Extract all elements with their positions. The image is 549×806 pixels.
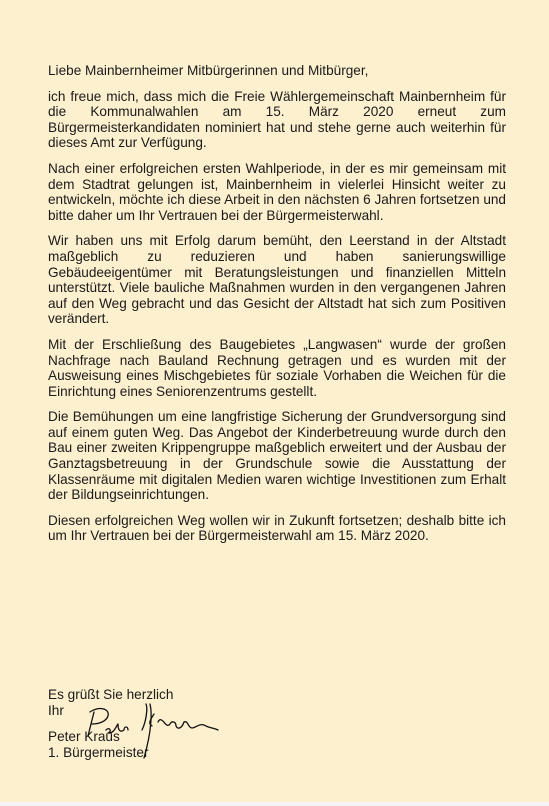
closing-greeting: Es grüßt Sie herzlich: [48, 687, 174, 702]
signatory-name: Peter Kraus: [48, 728, 120, 744]
paragraph-4: Mit der Erschließung des Baugebietes „Langwasen“ wurde der großen Nachfrage nach Bauland Rechnung getragen und es wurden mit der Ausweisung eines Mischgebietes für soziale Vorhaben die Weichen für die Einrichtung eines Seniorenzentrums gestellt.: [48, 336, 506, 399]
paragraph-3: Wir haben uns mit Erfolg darum bemüht, den Leerstand in der Altstadt maßgeblich zu reduzieren und haben sanierungswillige Gebäudeeigentümer mit Beratungsleistungen und finanziellen Mitteln unterstützt. Viele bauliche Maßnahmen wurden in den vergangenen Jahren auf den Weg gebracht und das Gesicht der Altstadt hat sich zum Positiven verändert.: [48, 233, 506, 327]
salutation: Liebe Mainbernheimer Mitbürgerinnen und Mitbürger,: [48, 63, 369, 78]
closing-ihr: Ihr: [48, 702, 64, 718]
paragraph-6: Diesen erfolgreichen Weg wollen wir in Zukunft fortsetzen; deshalb bitte ich um Ihr Vertrauen bei der Bürgermeisterwahl am 15. März 2020.: [48, 512, 506, 544]
paragraph-2: Nach einer erfolgreichen ersten Wahlperiode, in der es mir gemeinsam mit dem Stadtrat gelungen ist, Mainbernheim in vielerlei Hinsicht weiter zu entwickeln, möchte ich diese Arbeit in den nächsten 6 Jahren fortsetzen und bitte daher um Ihr Vertrauen bei der Bürgermeisterwahl.: [48, 160, 506, 223]
signatory-title: 1. Bürgermeister: [48, 745, 149, 761]
paragraph-1: ich freue mich, dass mich die Freie Wählergemeinschaft Mainbernheim für die Kommunalwahlen am 15. März 2020 erneut zum Bürgermeisterkandidaten nominiert hat und stehe gerne auch weiterhin für dieses Amt zur Verfügung.: [48, 88, 506, 151]
paragraph-5: Die Bemühungen um eine langfristige Sicherung der Grundversorgung sind auf einem guten Weg. Das Angebot der Kinderbetreuung wurde durch den Bau einer zweiten Krippengruppe maßgeblich erweitert und der Ausbau der Ganztagsbetreuung in der Grundschule sowie die Ausstattung der Klassenräume mit digitalen Medien waren wichtige Investitionen zum Erhalt der Bildungseinrichtungen.: [48, 409, 506, 503]
handwritten-signature: [84, 700, 234, 760]
letter-body: [48, 63, 506, 554]
